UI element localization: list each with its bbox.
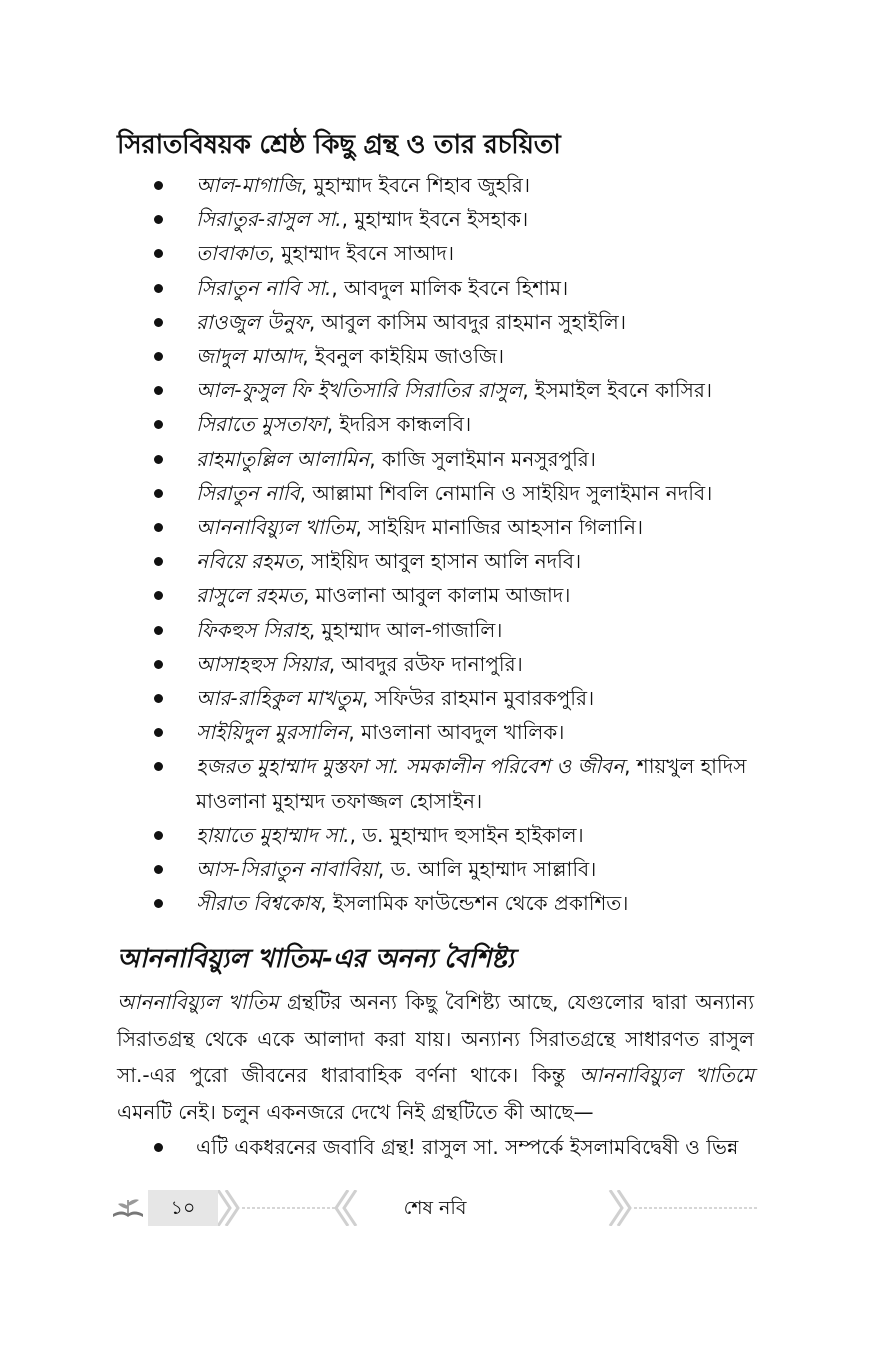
page-footer xyxy=(110,1186,760,1230)
bullet-icon xyxy=(154,249,163,258)
book-title: আস-সিরাতুন নাবাবিয়া xyxy=(196,857,378,882)
page-number: ১০ xyxy=(148,1190,218,1226)
list-item xyxy=(150,510,760,544)
bullet-icon xyxy=(154,215,163,224)
book-title: সিরাতুর-রাসুল সা. xyxy=(196,207,342,232)
bullet-icon xyxy=(154,352,163,361)
book-title: রাসুলে রহমত xyxy=(196,583,303,608)
book-author: , ইসমাইল ইবনে কাসির। xyxy=(522,378,712,403)
bullet-icon xyxy=(154,420,163,429)
book-title: হজরত মুহাম্মাদ মুস্তফা সা. সমকালীন পরিবেশ ও জীবন xyxy=(196,754,625,779)
list-item xyxy=(150,168,760,202)
book-author: , সাইয়িদ মানাজির আহসান গিলানি। xyxy=(355,515,644,540)
book-ornament-icon xyxy=(110,1194,146,1222)
book-author: , মুহাম্মাদ আল-গাজালি। xyxy=(308,617,503,642)
book-title: তাবাকাত xyxy=(196,241,269,266)
bullet-icon xyxy=(154,557,163,566)
book-title: আসাহহুস সিয়ার xyxy=(196,651,329,676)
list-item xyxy=(150,749,760,817)
bullet-icon xyxy=(154,284,163,293)
book-title: সাইয়িদুল মুরসালিন xyxy=(196,720,349,745)
book-author: , মুহাম্মাদ ইবনে ইসহাক। xyxy=(341,207,529,232)
list-item xyxy=(150,373,760,407)
list-item xyxy=(150,476,760,510)
list-item xyxy=(150,339,760,373)
bullet-icon xyxy=(154,318,163,327)
list-item xyxy=(150,544,760,578)
book-title: সিরাতুন নাবি সা. xyxy=(196,275,332,300)
bullet-icon xyxy=(154,455,163,464)
list-item xyxy=(150,578,760,612)
book-author: , সাইয়িদ আবুল হাসান আলি নদবি। xyxy=(298,549,582,574)
bullet-icon xyxy=(154,1143,163,1152)
bullet-icon xyxy=(154,762,163,771)
book-author: , মাওলানা আবুল কালাম আজাদ। xyxy=(302,583,571,608)
bullet-icon xyxy=(154,865,163,874)
list-item xyxy=(150,715,760,749)
book-author: , ইসলামিক ফাউন্ডেশন থেকে প্রকাশিত। xyxy=(320,891,629,916)
book-title-inline: আননাবিয়্যুল খাতিম xyxy=(117,990,279,1014)
bullet-icon xyxy=(154,728,163,737)
bullet-icon xyxy=(154,181,163,190)
book-title: রাহমাতুল্লিল আলামিন xyxy=(196,446,370,471)
intro-paragraph xyxy=(117,984,754,1130)
book-title: জাদুল মাআদ xyxy=(196,344,303,369)
book-author: , কাজি সুলাইমান মনসুরপুরি। xyxy=(369,446,596,471)
book-title: আল-ফুসুল ফি ইখতিসারি সিরাতির রাসুল xyxy=(196,378,523,403)
book-author: , আবদুল মালিক ইবনে হিশাম। xyxy=(331,275,569,300)
book-author: , শায়খুল হাদিস মাওলানা মুহাম্মদ তফাজ্জল হোসাইন। xyxy=(196,754,747,813)
section-heading-features: আননাবিয়্যুল খাতিম-এর অনন্য বৈশিষ্ট্য xyxy=(117,944,514,974)
book-author: , ইবনুল কাইয়িম জাওজি। xyxy=(302,344,504,369)
book-author: , ইদরিস কান্ধলবি। xyxy=(326,412,472,437)
book-title: সিরাতে মুসতাফা xyxy=(196,412,327,437)
list-item xyxy=(150,442,760,476)
book-title: সীরাত বিশ্বকোষ xyxy=(196,891,321,916)
book-author: , সফিউর রাহমান মুবারকপুরি। xyxy=(361,686,595,711)
bullet-icon xyxy=(154,660,163,669)
list-item xyxy=(150,818,760,852)
bullet-icon xyxy=(154,899,163,908)
list-item xyxy=(150,613,760,647)
paragraph-text: গ্রন্থটির অনন্য কিছু বৈশিষ্ট্য আছে, যেগুলোর দ্বারা অন্যান্য সিরাতগ্রন্থ থেকে একে আলাদা করা যায়। অন্যান্য সিরাতগ্রন্থে সাধারণত রাসুল সা.-এর পুরো জীবনের ধারাবাহিক বর্ণনা থাকে। কিন্তু xyxy=(117,990,754,1087)
list-item xyxy=(150,681,760,715)
list-item xyxy=(150,305,760,339)
book-author: , মাওলানা আবদুল খালিক। xyxy=(348,720,565,745)
bullet-icon xyxy=(154,626,163,635)
book-author: , আবুল কাসিম আবদুর রাহমান সুহাইলি। xyxy=(308,309,626,334)
bullet-icon xyxy=(154,694,163,703)
book-author: , আল্লামা শিবলি নোমানি ও সাইয়িদ সুলাইমান নদবি। xyxy=(299,480,713,505)
book-title: আননাবিয়্যুল খাতিম xyxy=(196,515,356,540)
book-title-inline: আননাবিয়্যুল খাতিমে xyxy=(579,1063,754,1087)
list-item xyxy=(150,202,760,236)
bullet-icon xyxy=(154,831,163,840)
book-author: , ড. আলি মুহাম্মাদ সাল্লাবি। xyxy=(377,857,597,882)
list-item xyxy=(150,647,760,681)
book-title: ফিকহুস সিরাহ xyxy=(196,617,309,642)
section-heading-books: সিরাতবিষয়ক শ্রেষ্ঠ কিছু গ্রন্থ ও তার রচয়িতা xyxy=(117,130,561,160)
book-author: , মুহাম্মাদ ইবনে সাআদ। xyxy=(268,241,455,266)
bullet-icon xyxy=(154,386,163,395)
list-item xyxy=(150,407,760,441)
book-title: হায়াতে মুহাম্মাদ সা. xyxy=(196,822,350,847)
book-title: রাওজুল উনুফ xyxy=(196,309,309,334)
feature-text: এটি একধরনের জবাবি গ্রন্থ! রাসুল সা. সম্পর্কে ইসলামবিদ্বেষী ও ভিন্ন xyxy=(196,1135,739,1159)
bullet-icon xyxy=(154,591,163,600)
book-title: নবিয়ে রহমত xyxy=(196,549,299,574)
book-title: আর-রাহিকুল মাখতুম xyxy=(196,686,362,711)
paragraph-text: এমনটি নেই। চলুন একনজরে দেখে নিই গ্রন্থটিতে কী আছে— xyxy=(117,1099,594,1124)
bullet-icon xyxy=(154,489,163,498)
book-title: আল-মাগাজি xyxy=(196,173,301,197)
book-author: , আবদুর রউফ দানাপুরি। xyxy=(328,651,523,676)
book-author: , ড. মুহাম্মাদ হুসাইন হাইকাল। xyxy=(349,822,584,847)
book-name: শেষ নবি xyxy=(403,1197,467,1219)
book-list xyxy=(150,168,760,920)
book-title: সিরাতুন নাবি xyxy=(196,480,300,505)
list-item xyxy=(150,236,760,270)
list-item xyxy=(150,852,760,886)
book-author: , মুহাম্মাদ ইবনে শিহাব জুহরি। xyxy=(300,173,531,197)
list-item xyxy=(150,886,760,920)
bullet-icon xyxy=(154,523,163,532)
list-item xyxy=(150,271,760,305)
feature-list-item xyxy=(150,1130,760,1164)
